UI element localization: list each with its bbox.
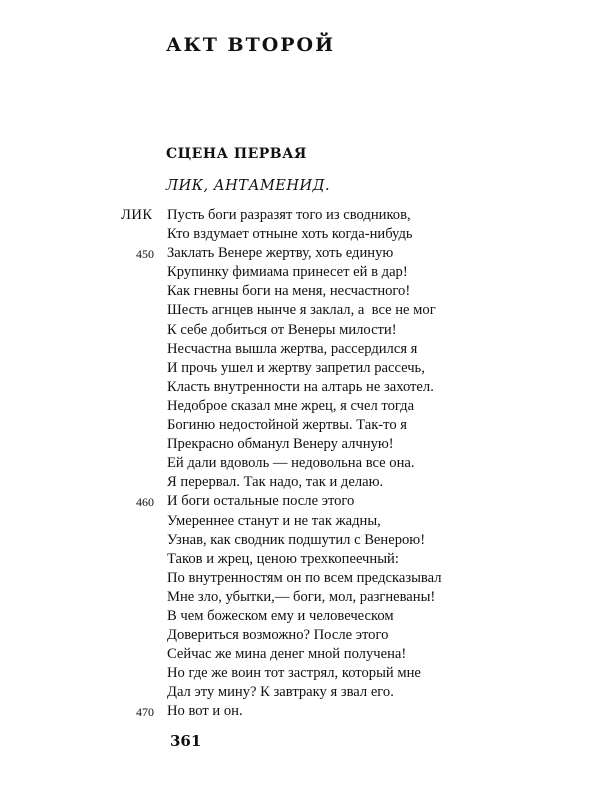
act-title: АКТ ВТОРОЙ bbox=[166, 34, 336, 56]
verse-text: Сейчас же мина денег мной получена! bbox=[167, 646, 407, 663]
verse-line bbox=[0, 435, 600, 454]
verse-text: Я перервал. Так надо, так и делаю. bbox=[167, 474, 384, 491]
verse-line bbox=[0, 626, 600, 645]
verse-line bbox=[0, 512, 600, 531]
verse-text: Кто вздумает отныне хоть когда-нибудь bbox=[167, 226, 413, 243]
verse-line bbox=[0, 378, 600, 397]
verse-text: Несчастна вышла жертва, рассердился я bbox=[167, 340, 418, 357]
verse-text: Класть внутренности на алтарь не захотел. bbox=[167, 378, 434, 395]
verse-text: Ей дали вдоволь — недовольна все она. bbox=[167, 455, 415, 472]
verse-line bbox=[0, 416, 600, 435]
verse-text: К себе добиться от Венеры милости! bbox=[167, 321, 397, 338]
verse-text: В чем божеском ему и человеческом bbox=[167, 607, 394, 624]
verse-text: Дал эту мину? К завтраку я звал его. bbox=[167, 684, 394, 701]
verse-line bbox=[0, 321, 600, 340]
verse-block bbox=[0, 206, 600, 722]
verse-text: И боги остальные после этого bbox=[167, 493, 355, 510]
verse-line bbox=[0, 473, 600, 492]
verse-line bbox=[0, 683, 600, 702]
scene-title: СЦЕНА ПЕРВАЯ bbox=[166, 146, 307, 162]
verse-text: Прекрасно обманул Венеру алчную! bbox=[167, 436, 394, 453]
verse-line bbox=[0, 359, 600, 378]
verse-text: Богиню недостойной жертвы. Так-то я bbox=[167, 417, 408, 434]
verse-text: Крупинку фимиама принесет ей в дар! bbox=[167, 264, 408, 281]
verse-line bbox=[0, 244, 600, 263]
verse-line bbox=[0, 645, 600, 664]
verse-line bbox=[0, 569, 600, 588]
verse-text: Но вот и он. bbox=[167, 703, 243, 720]
verse-line bbox=[0, 531, 600, 550]
verse-text: Пусть боги разразят того из сводников, bbox=[167, 207, 411, 223]
line-number: 460 bbox=[136, 495, 154, 510]
verse-text: Узнав, как сводник подшутил с Венерою! bbox=[167, 531, 426, 548]
verse-line bbox=[0, 607, 600, 626]
verse-line bbox=[0, 263, 600, 282]
verse-line bbox=[0, 454, 600, 473]
verse-line bbox=[0, 282, 600, 301]
verse-text: Довериться возможно? После этого bbox=[167, 627, 389, 644]
verse-line bbox=[0, 702, 600, 721]
verse-text: Таков и жрец, ценою трехкопеечный: bbox=[167, 550, 399, 567]
verse-text: Умереннее станут и не так жадны, bbox=[167, 512, 381, 529]
verse-line bbox=[0, 664, 600, 683]
verse-line bbox=[0, 588, 600, 607]
verse-line bbox=[0, 225, 600, 244]
verse-text: И прочь ушел и жертву запретил рассечь, bbox=[167, 359, 425, 376]
verse-text: Но где же воин тот застрял, который мне bbox=[167, 665, 421, 682]
verse-line bbox=[0, 397, 600, 416]
verse-line bbox=[0, 301, 600, 320]
verse-line bbox=[0, 340, 600, 359]
verse-text: Шесть агнцев нынче я заклал, а все не мог bbox=[167, 302, 436, 319]
verse-line bbox=[0, 550, 600, 569]
verse-text: Мне зло, убытки,— боги, мол, разгневаны! bbox=[167, 588, 436, 605]
scene-characters: ЛИК, АНТАМЕНИД. bbox=[166, 178, 331, 194]
verse-text: Заклать Венере жертву, хоть единую bbox=[167, 245, 394, 262]
line-number: 470 bbox=[136, 705, 154, 720]
speaker-name: ЛИК bbox=[121, 207, 153, 223]
verse-line bbox=[0, 492, 600, 511]
line-number: 450 bbox=[136, 247, 154, 262]
page-number: 361 bbox=[170, 732, 202, 750]
verse-line bbox=[0, 206, 600, 225]
verse-text: По внутренностям он по всем предсказывал bbox=[167, 569, 442, 586]
verse-text: Недоброе сказал мне жрец, я счел тогда bbox=[167, 397, 415, 414]
verse-text: Как гневны боги на меня, несчастного! bbox=[167, 283, 411, 300]
